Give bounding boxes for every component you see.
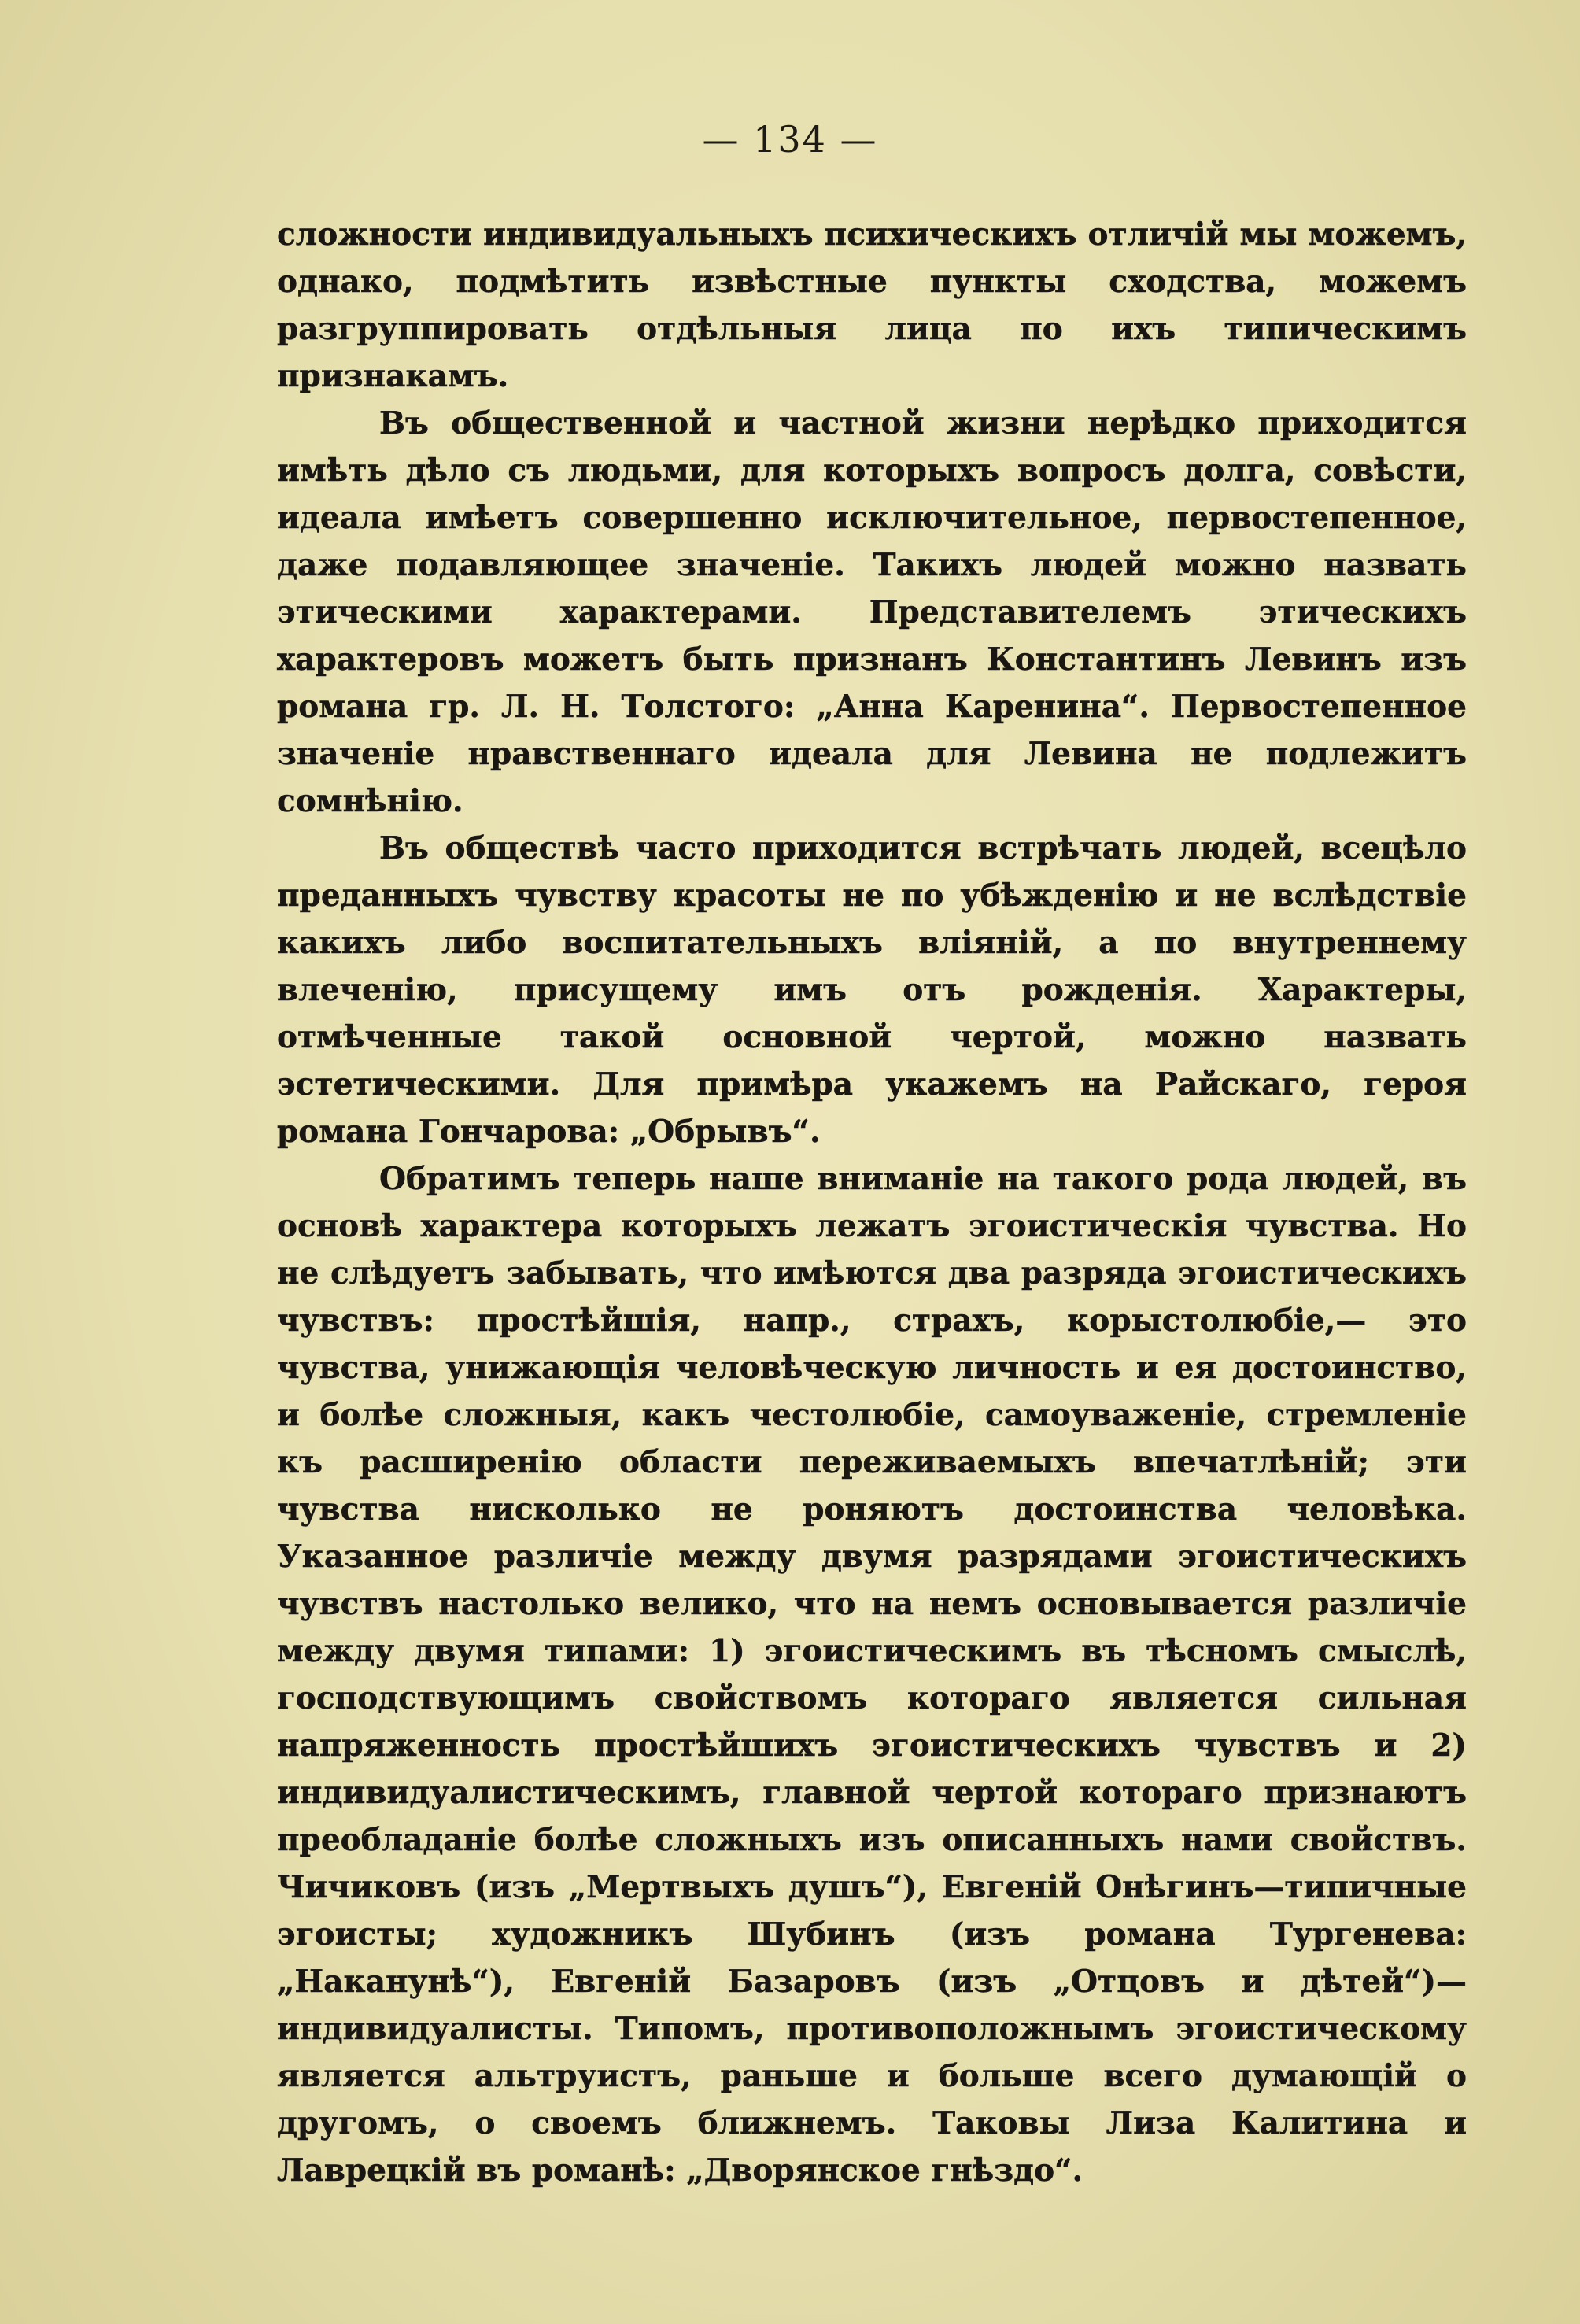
page-number: — 134 — [702,118,878,161]
paragraph-continued: сложности индивидуальныхъ психическихъ отличій мы можемъ, однако, подмѣтить извѣстные пункты сходства, можемъ разгруппировать отдѣльныя лица по ихъ типическимъ признакамъ. [277,216,1467,394]
paragraph-egoistic-characters: Обратимъ теперь наше вниманіе на такого рода людей, въ основѣ характера которыхъ лежатъ эгоистическія чувства. Но не слѣдуетъ забывать, что имѣются два разряда эгоистическихъ чувствъ: простѣйшія, напр., страхъ, корыстолюбіе,— это чувства, унижающія человѣческую личность и ея достоинство, и болѣе сложныя, какъ честолюбіе, самоуваженіе, стремленіе къ расширенію области переживаемыхъ впечатлѣній; эти чувства нисколько не роняютъ достоинства человѣка. Указанное различіе между двумя разрядами эгоистическихъ чувствъ настолько велико, что на немъ основывается различіе между двумя типами: 1) эгоистическимъ въ тѣсномъ смыслѣ, господствующимъ свойствомъ котораго является сильная напряженность простѣйшихъ эгоистическихъ чувствъ и 2) индивидуалистическимъ, главной чертой котораго признаютъ преобладаніе болѣе сложныхъ изъ описанныхъ нами свойствъ. Чичиковъ (изъ „Мертвыхъ душъ“), Евгеній Онѣгинъ—типичные эгоисты; художникъ Шубинъ (изъ романа Тургенева: „Наканунѣ“), Евгеній Базаровъ (изъ „Отцовъ и дѣтей“)—индивидуалисты. Типомъ, противоположнымъ эгоистическому является альтруистъ, раньше и больше всего думающій о другомъ, о своемъ ближнемъ. Таковы Лиза Калитина и Лаврецкій въ романѣ: „Дворянское гнѣздо“. [277,1161,1467,2189]
body-text [277,211,1467,2194]
paragraph-aesthetic-characters: Въ обществѣ часто приходится встрѣчать людей, всецѣло преданныхъ чувству красоты не по убѣжденію и не вслѣдствіе какихъ либо воспитательныхъ вліяній, а по внутреннему влеченію, присущему имъ отъ рожденія. Характеры, отмѣченные такой основной чертой, можно назвать эстетическими. Для примѣра укажемъ на Райскаго, героя романа Гончарова: „Обрывъ“. [277,830,1467,1150]
paragraph-ethical-characters: Въ общественной и частной жизни нерѣдко приходится имѣть дѣло съ людьми, для которыхъ вопросъ долга, совѣсти, идеала имѣетъ совершенно исключительное, первостепенное, даже подавляющее значеніе. Такихъ людей можно назвать этическими характерами. Представителемъ этическихъ характеровъ можетъ быть признанъ Константинъ Левинъ изъ романа гр. Л. Н. Толстого: „Анна Каренина“. Первостепенное значеніе нравственнаго идеала для Левина не подлежитъ сомнѣнію. [277,405,1467,819]
